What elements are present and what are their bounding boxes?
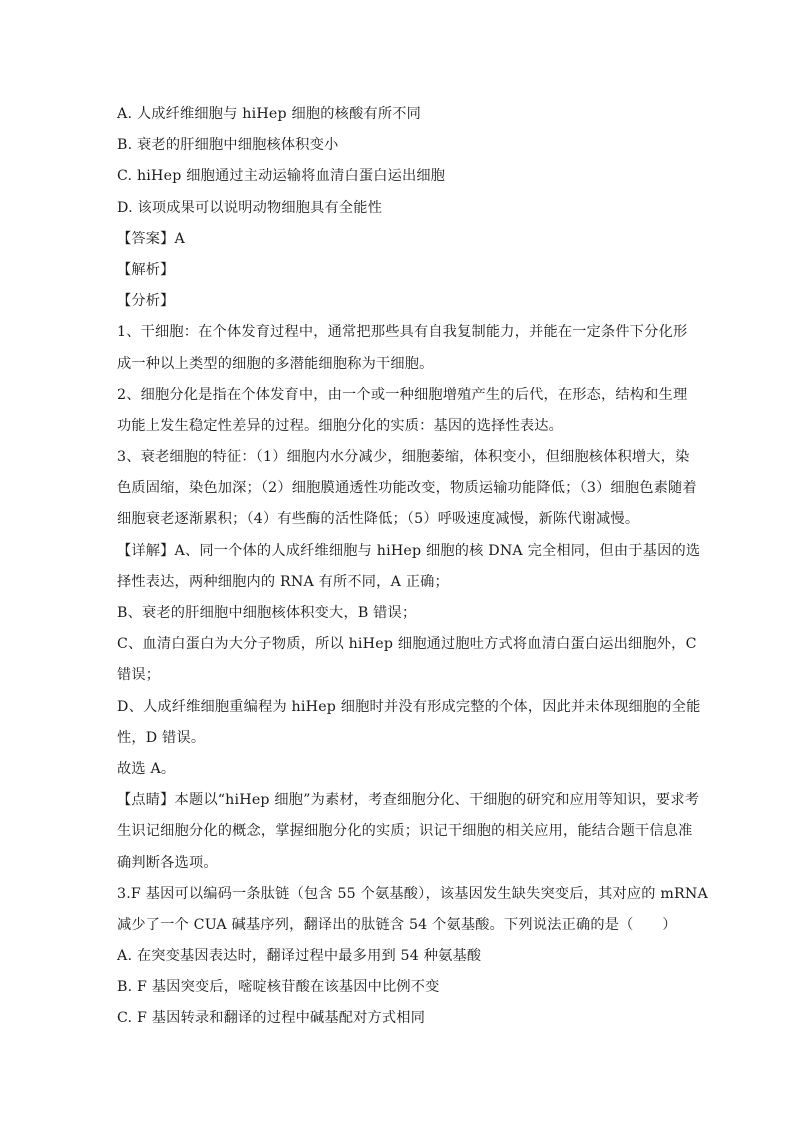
answer-line: 【答案】A [117, 230, 185, 247]
q3-option-c: C. F 基因转录和翻译的过程中碱基配对方式相同 [117, 1010, 426, 1027]
option-d: D. 该项成果可以说明动物细胞具有全能性 [117, 199, 383, 216]
comment-text: 确判断各选项。 [117, 854, 218, 871]
detail-text: D、人成纤维细胞重编程为 hiHep 细胞时并没有形成完整的个体，因此并未体现细胞的全能 [117, 698, 701, 715]
question-stem: 3.F 基因可以编码一条肽链（包含 55 个氨基酸），该基因发生缺失突变后，其对应的 mRNA [117, 885, 708, 902]
analysis-text: 1、干细胞：在个体发育过程中，通常把那些具有自我复制能力，并能在一定条件下分化形 [117, 324, 688, 341]
detail-text: B、衰老的肝细胞中细胞核体积变大，B 错误； [117, 605, 417, 621]
detail-text: 择性表达，两种细胞内的 RNA 有所不同，A 正确； [117, 573, 449, 590]
analysis-heading: 【解析】 [117, 261, 175, 278]
document-page [117, 99, 708, 1035]
option-c: C. hiHep 细胞通过主动运输将血清白蛋白运出细胞 [117, 168, 446, 185]
analysis-text: 功能上发生稳定性差异的过程。细胞分化的实质：基因的选择性表达。 [117, 417, 564, 434]
q3-option-a: A. 在突变基因表达时，翻译过程中最多用到 54 种氨基酸 [117, 948, 482, 965]
question-stem: 减少了一个 CUA 碱基序列，翻译出的肽链含 54 个氨基酸。下列说法正确的是（ ） [117, 916, 677, 933]
detail-text: C、血清白蛋白为大分子物质，所以 hiHep 细胞通过胞吐方式将血清白蛋白运出细胞外，C [117, 636, 697, 653]
conclusion-line: 故选 A。 [117, 760, 176, 777]
option-b: B. 衰老的肝细胞中细胞核体积变小 [117, 137, 339, 154]
option-a: A. 人成纤维细胞与 hiHep 细胞的核酸有所不同 [117, 106, 422, 122]
detail-text: 【详解】A、同一个体的人成纤维细胞与 hiHep 细胞的核 DNA 完全相同，但由于基因的选 [117, 542, 701, 559]
analysis-subheading: 【分析】 [117, 293, 175, 310]
q3-option-b: B. F 基因突变后，嘧啶核苷酸在该基因中比例不变 [117, 979, 440, 996]
analysis-text: 3、衰老细胞的特征：（1）细胞内水分减少，细胞萎缩，体积变小，但细胞核体积增大，染 [117, 449, 690, 466]
analysis-text: 色质固缩，染色加深；（2）细胞膜通透性功能改变，物质运输功能降低；（3）细胞色素随着 [117, 480, 697, 497]
analysis-text: 成一种以上类型的细胞的多潜能细胞称为干细胞。 [117, 355, 434, 372]
detail-text: 性，D 错误。 [117, 729, 206, 746]
comment-text: 生识记细胞分化的概念，掌握细胞分化的实质；识记干细胞的相关应用，能结合题干信息准 [117, 823, 693, 840]
analysis-text: 细胞衰老逐渐累积；（4）有些酶的活性降低；（5）呼吸速度减慢，新陈代谢减慢。 [117, 511, 640, 528]
comment-text: 【点睛】本题以“hiHep 细胞”为素材，考查细胞分化、干细胞的研究和应用等知识，要求考 [117, 792, 700, 809]
detail-text: 错误； [117, 667, 161, 684]
analysis-text: 2、细胞分化是指在个体发育中，由一个或一种细胞增殖产生的后代，在形态，结构和生理 [117, 386, 688, 403]
